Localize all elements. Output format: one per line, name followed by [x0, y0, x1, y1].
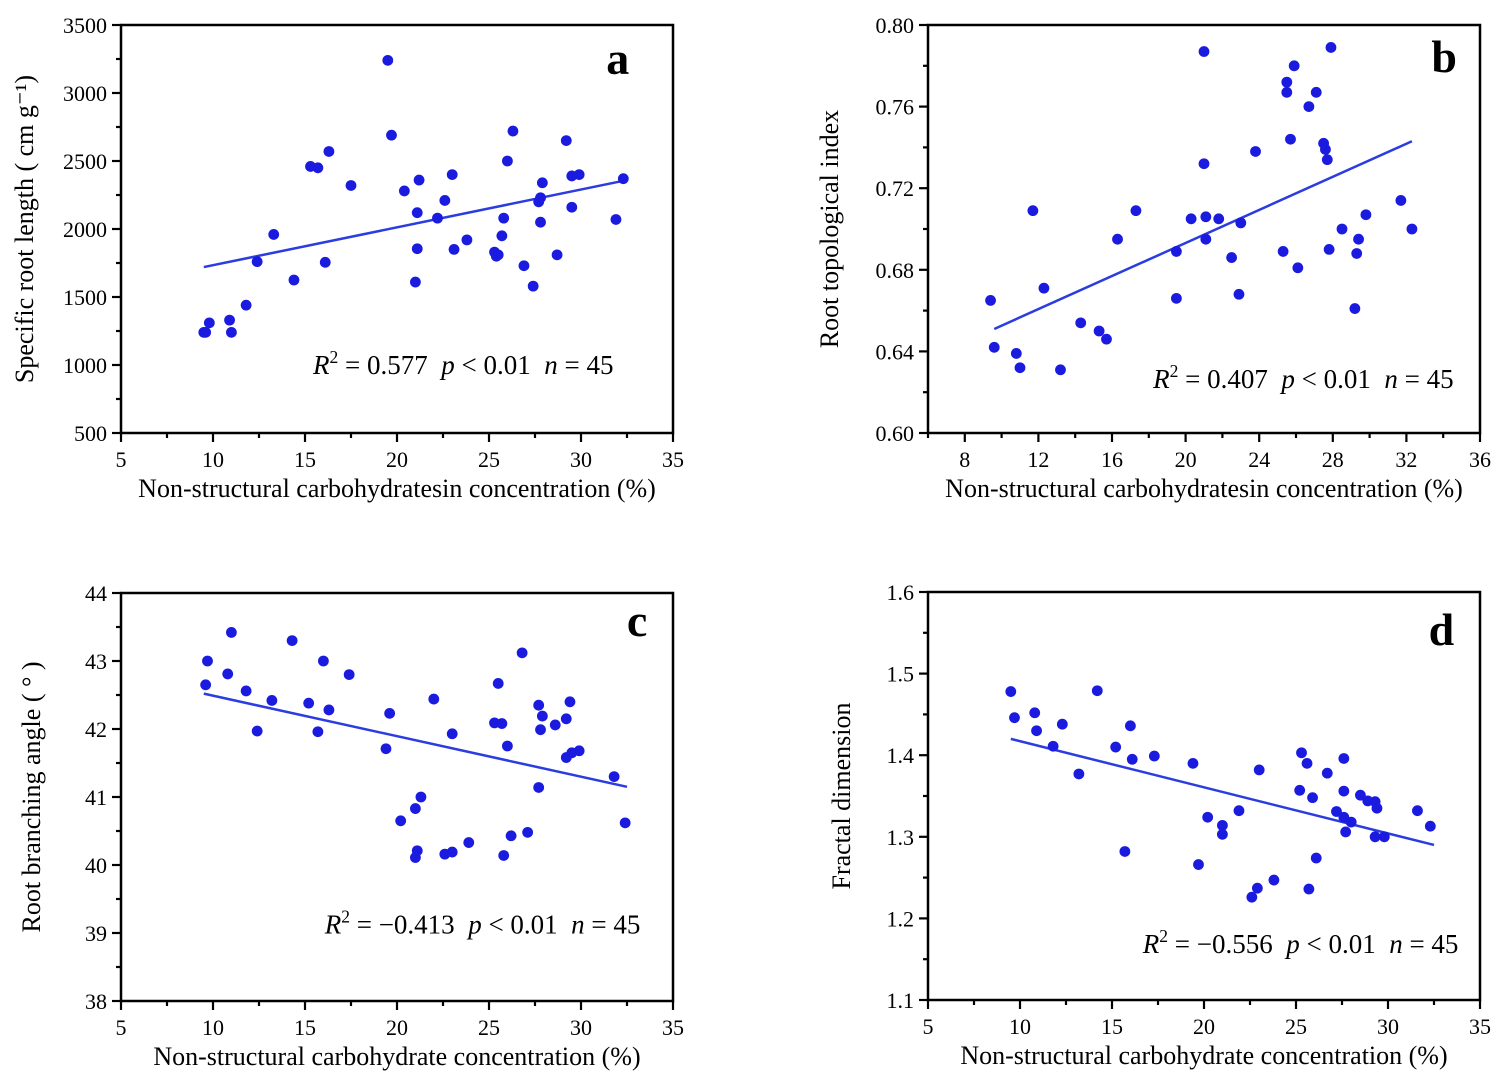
data-point [1234, 805, 1245, 816]
data-point [1302, 758, 1313, 769]
y-tick-label: 1.4 [886, 743, 914, 769]
data-point [1112, 234, 1123, 245]
data-point [1094, 326, 1105, 337]
y-axis-label: Root topological index [815, 109, 844, 349]
x-axis-label: Non-structural carbohydrate concentration (%) [153, 1042, 641, 1071]
data-point [1202, 812, 1213, 823]
y-tick-label: 38 [85, 989, 107, 1014]
stats-annotation: $R^2 = 0.577$ p < 0.01 n = 45 [313, 346, 614, 380]
data-point [1092, 685, 1103, 696]
data-point [1353, 234, 1364, 245]
data-point [432, 213, 443, 224]
data-point [222, 669, 233, 680]
data-point [463, 837, 474, 848]
data-point [447, 847, 458, 858]
x-tick-label: 5 [115, 1015, 127, 1040]
x-tick-label: 36 [1469, 447, 1491, 472]
data-point [241, 686, 252, 697]
data-point [1200, 234, 1211, 245]
data-point [1110, 742, 1121, 753]
data-point [1073, 769, 1084, 780]
x-tick-label: 8 [959, 447, 971, 472]
data-point [1346, 817, 1357, 828]
data-point [346, 180, 357, 191]
data-point [1281, 87, 1292, 98]
y-tick-label: 42 [85, 717, 107, 742]
data-point [1031, 725, 1042, 736]
y-tick-label: 0.64 [875, 339, 914, 365]
data-point [552, 249, 563, 260]
y-tick-label: 0.76 [875, 94, 914, 120]
panel-letter: c [626, 594, 648, 646]
data-point [1011, 348, 1022, 359]
data-point [1320, 144, 1331, 155]
y-tick-label: 3000 [63, 81, 107, 106]
panel-a [0, 0, 750, 544]
y-tick-label: 0.68 [875, 257, 914, 283]
y-tick-label: 1500 [63, 285, 107, 310]
x-tick-label: 20 [386, 1015, 408, 1040]
x-tick-label: 35 [662, 447, 684, 472]
data-point [508, 126, 519, 137]
data-point [1027, 205, 1038, 216]
data-point [439, 195, 450, 206]
data-point [428, 694, 439, 705]
data-point [1407, 224, 1418, 235]
data-point [410, 803, 421, 814]
data-point [517, 647, 528, 658]
x-tick-label: 35 [1469, 1014, 1491, 1039]
data-point [1075, 317, 1086, 328]
x-tick-label: 24 [1248, 447, 1271, 472]
data-point [414, 175, 425, 186]
data-point [1326, 42, 1337, 53]
x-tick-label: 25 [478, 1015, 500, 1040]
data-point [535, 217, 546, 228]
data-point [200, 327, 211, 338]
panel-letter: a [606, 32, 630, 84]
data-point [535, 724, 546, 735]
x-axis-label: Non-structural carbohydratesin concentration (%) [138, 474, 656, 503]
x-tick-label: 35 [662, 1015, 684, 1040]
y-tick-label: 40 [85, 853, 107, 878]
data-point [1361, 209, 1372, 220]
data-point [462, 234, 473, 245]
data-point [1351, 248, 1362, 259]
data-point [1337, 224, 1348, 235]
data-point [1349, 303, 1360, 314]
data-point [1101, 334, 1112, 345]
y-tick-label: 3500 [63, 13, 107, 38]
y-tick-label: 0.72 [875, 176, 914, 202]
data-point [620, 817, 631, 828]
x-tick-label: 10 [202, 447, 224, 472]
data-point [384, 708, 395, 719]
data-point [1127, 754, 1138, 765]
data-point [1412, 805, 1423, 816]
panel-letter: b [1431, 30, 1457, 82]
data-point [1039, 283, 1050, 294]
data-point [324, 146, 335, 157]
trend-line [204, 694, 627, 787]
data-point [226, 327, 237, 338]
x-tick-label: 15 [294, 1015, 316, 1040]
data-point [226, 627, 237, 638]
data-point [1370, 831, 1381, 842]
x-tick-label: 5 [922, 1014, 934, 1039]
data-point [502, 156, 513, 167]
data-point [200, 679, 211, 690]
data-point [535, 192, 546, 203]
data-point [519, 260, 530, 271]
x-tick-label: 20 [1174, 447, 1197, 472]
data-point [533, 700, 544, 711]
data-point [528, 281, 539, 292]
data-point [522, 827, 533, 838]
y-tick-label: 1.1 [886, 988, 914, 1013]
y-axis-label: Specific root length ( cm g⁻¹) [10, 74, 39, 384]
data-point [498, 850, 509, 861]
y-tick-label: 44 [85, 581, 107, 606]
data-point [574, 169, 585, 180]
data-point [1217, 829, 1228, 840]
data-point [241, 300, 252, 311]
data-point [1193, 859, 1204, 870]
x-axis-label: Non-structural carbohydrate concentration (%) [960, 1041, 1448, 1070]
data-point [412, 207, 423, 218]
trend-line [204, 180, 627, 267]
data-point [252, 256, 263, 267]
data-point [1340, 827, 1351, 838]
data-point [1199, 46, 1210, 57]
data-point [609, 771, 620, 782]
data-point [1235, 217, 1246, 228]
stats-annotation: $R^2 = -0.413$ p < 0.01 n = 45 [324, 906, 641, 940]
data-point [611, 214, 622, 225]
data-point [1338, 786, 1349, 797]
panel-d [750, 544, 1500, 1088]
data-point [1005, 686, 1016, 697]
data-point [1338, 753, 1349, 764]
data-point [1119, 846, 1130, 857]
y-tick-label: 1000 [63, 353, 107, 378]
data-point [204, 317, 215, 328]
x-tick-label: 28 [1321, 447, 1344, 472]
data-point [1294, 785, 1305, 796]
y-tick-label: 0.60 [875, 421, 914, 446]
data-point [565, 696, 576, 707]
data-point [412, 243, 423, 254]
panel-c [0, 544, 750, 1088]
data-point [1213, 213, 1224, 224]
data-point [1055, 364, 1066, 375]
data-point [561, 713, 572, 724]
data-point [202, 656, 213, 667]
data-point [266, 695, 277, 706]
data-point [574, 745, 585, 756]
data-point [1296, 747, 1307, 758]
data-point [533, 782, 544, 793]
data-point [1009, 712, 1020, 723]
data-point [1303, 884, 1314, 895]
data-point [989, 342, 1000, 353]
data-point [1322, 154, 1333, 165]
x-tick-label: 30 [570, 1015, 592, 1040]
x-tick-label: 12 [1027, 447, 1050, 472]
data-point [561, 135, 572, 146]
data-point [320, 257, 331, 268]
data-point [449, 244, 460, 255]
data-point [618, 173, 629, 184]
y-tick-label: 1.3 [886, 824, 914, 850]
data-point [381, 743, 392, 754]
data-point [344, 669, 355, 680]
y-tick-label: 2500 [63, 149, 107, 174]
panel-letter: d [1428, 604, 1455, 656]
data-point [1285, 134, 1296, 145]
data-point [289, 275, 300, 286]
data-point [386, 130, 397, 141]
data-point [1131, 205, 1142, 216]
data-point [318, 656, 329, 667]
y-axis-label: Root branching angle ( ° ) [17, 661, 46, 933]
data-point [537, 177, 548, 188]
data-point [1395, 195, 1406, 206]
data-point [1149, 751, 1160, 762]
data-point [1303, 101, 1314, 112]
y-tick-label: 41 [85, 785, 107, 810]
data-point [1226, 252, 1237, 263]
data-point [1171, 293, 1182, 304]
stats-annotation: $R^2 = -0.556$ p < 0.01 n = 45 [1142, 926, 1459, 960]
data-point [1254, 764, 1265, 775]
data-point [224, 315, 235, 326]
data-point [493, 678, 504, 689]
panel-b [750, 0, 1500, 544]
data-point [1372, 803, 1383, 814]
x-tick-label: 10 [1009, 1014, 1031, 1039]
data-point [502, 741, 513, 752]
data-point [1200, 211, 1211, 222]
x-tick-label: 25 [478, 447, 500, 472]
data-point [1048, 741, 1059, 752]
data-point [1425, 821, 1436, 832]
data-point [312, 726, 323, 737]
data-point [1289, 60, 1300, 71]
data-point [1234, 289, 1245, 300]
x-tick-label: 30 [1377, 1014, 1399, 1039]
data-point [1281, 77, 1292, 88]
x-tick-label: 5 [115, 447, 127, 472]
data-point [1269, 875, 1280, 886]
x-tick-label: 16 [1101, 447, 1123, 472]
data-point [1322, 768, 1333, 779]
y-tick-label: 1.5 [886, 661, 914, 687]
data-point [287, 635, 298, 646]
plot-box [121, 593, 673, 1001]
data-point [412, 845, 423, 856]
data-point [1057, 719, 1068, 730]
data-point [550, 720, 561, 731]
data-point [268, 229, 279, 240]
x-tick-label: 25 [1285, 1014, 1307, 1039]
y-tick-label: 39 [85, 921, 107, 946]
y-tick-label: 1.2 [886, 906, 914, 932]
data-point [1311, 87, 1322, 98]
data-point [303, 698, 314, 709]
data-point [1311, 853, 1322, 864]
data-point [252, 726, 263, 737]
data-point [1292, 262, 1303, 273]
data-point [1252, 883, 1263, 894]
x-tick-label: 32 [1395, 447, 1418, 472]
x-tick-label: 10 [202, 1015, 224, 1040]
data-point [1015, 362, 1026, 373]
data-point [1246, 892, 1257, 903]
data-point [985, 295, 996, 306]
y-tick-label: 2000 [63, 217, 107, 242]
data-point [566, 202, 577, 213]
data-point [1307, 792, 1318, 803]
data-point [1171, 246, 1182, 257]
x-axis-label: Non-structural carbohydratesin concentration (%) [945, 474, 1463, 503]
data-point [1250, 146, 1261, 157]
data-point [506, 830, 517, 841]
data-point [496, 718, 507, 729]
data-point [1278, 246, 1289, 257]
data-point [447, 169, 458, 180]
data-point [312, 162, 323, 173]
data-point [1186, 213, 1197, 224]
data-point [1379, 831, 1390, 842]
data-point [496, 230, 507, 241]
data-point [1324, 244, 1335, 255]
x-tick-label: 20 [386, 447, 408, 472]
stats-annotation: $R^2 = 0.407$ p < 0.01 n = 45 [1153, 361, 1454, 395]
data-point [537, 711, 548, 722]
x-tick-label: 30 [570, 447, 592, 472]
data-point [399, 186, 410, 197]
y-tick-label: 1.6 [886, 580, 914, 605]
x-tick-label: 15 [294, 447, 316, 472]
y-axis-label: Fractal dimension [827, 702, 856, 890]
data-point [498, 213, 509, 224]
data-point [382, 55, 393, 66]
data-point [395, 815, 406, 826]
data-point [493, 249, 504, 260]
data-point [1199, 158, 1210, 169]
data-point [410, 277, 421, 288]
data-point [324, 705, 335, 716]
x-tick-label: 20 [1193, 1014, 1215, 1039]
y-tick-label: 0.80 [875, 13, 914, 38]
data-point [1029, 707, 1040, 718]
data-point [416, 792, 427, 803]
y-tick-label: 500 [74, 421, 107, 446]
data-point [1188, 758, 1199, 769]
x-tick-label: 15 [1101, 1014, 1123, 1039]
data-point [1125, 720, 1136, 731]
data-point [447, 728, 458, 739]
y-tick-label: 43 [85, 649, 107, 674]
